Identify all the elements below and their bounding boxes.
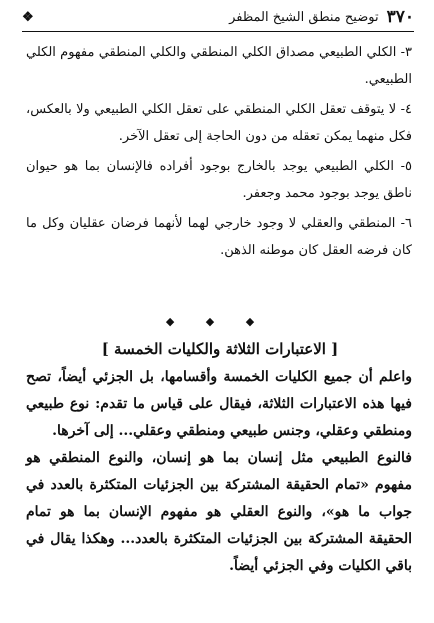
paragraph: واعلم أن جميع الكليات الخمسة وأقسامها، بل الجزئي أيضاً، تصح فيها هذه الاعتبارات الثلاثة، فيقال على قياس ما تقدم: نوع طبيعي ومنطقي وعقلي، وجنس طبيعي ومنطقي وعقلي... إلى آخرها. — [26, 369, 412, 439]
page-number: ٣٧٠ — [386, 7, 414, 27]
ornament-icon: ❖ — [22, 9, 34, 25]
list-item: ٥- الكلي الطبيعي يوجد بالخارج بوجود أفراده فالإنسان بما هو حيوان ناطق يوجد بوجود محمد وجعفر. — [26, 159, 412, 201]
running-title: توضيح منطق الشيخ المظفر — [229, 9, 379, 25]
page-header — [22, 4, 414, 30]
list-item: ٣- الكلي الطبيعي مصداق الكلي المنطقي والكلي المنطقي مفهوم الكلي الطبيعي. — [26, 45, 412, 87]
numbered-list — [26, 40, 412, 268]
list-item: ٤- لا يتوقف تعقل الكلي المنطقي على تعقل الكلي الطبيعي ولا بالعكس، فكل منهما يمكن تعقله من دون الحاجة إلى تعقل الآخر. — [26, 102, 412, 144]
header-rule — [22, 31, 414, 32]
paragraph: فالنوع الطبيعي مثل إنسان بما هو إنسان، والنوع المنطقي هو مفهوم «تمام الحقيقة المشتركة بين الجزئيات المتكثرة بالعدد في جواب ما هو»، والنوع العقلي هو مفهوم الإنسان بما هو تمام الحقيقة المشتركة بين الجزئيات المتكثرة بالعدد... وهكذا يقال في باقي الكليات وفي الجزئي أيضاً. — [26, 450, 412, 574]
section-separator: ◆ ◆ ◆ — [165, 315, 269, 328]
list-item: ٦- المنطقي والعقلي لا وجود خارجي لهما لأنهما فرضان عقليان وكل ما كان فرضه العقل كان موطنه الذهن. — [26, 216, 412, 258]
section-title: [ الاعتبارات الثلاثة والكليات الخمسة ] — [101, 340, 339, 358]
body-text — [26, 364, 412, 580]
